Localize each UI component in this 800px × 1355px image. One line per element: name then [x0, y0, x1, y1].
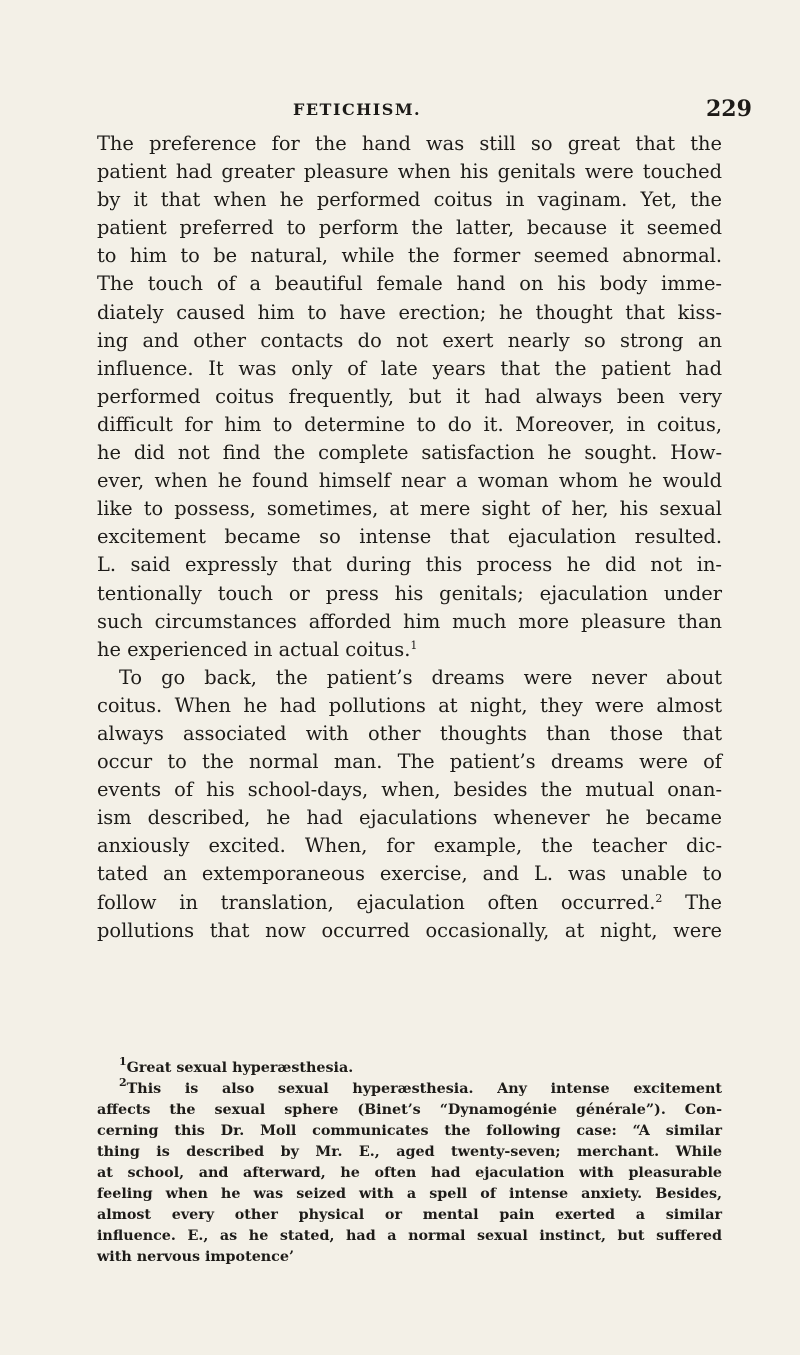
text-line: difficult for him to determine to do it. Moreover, in coitus, [97, 412, 722, 436]
text-line: ing and other contacts do not exert nearly so strong an [97, 328, 722, 352]
footnote-2-line: cerning this Dr. Moll communicates the following case: “A similar [97, 1123, 722, 1139]
footnote-2-line: affects the sexual sphere (Binet’s “Dynamogénie générale”). Con- [97, 1102, 722, 1118]
text-line [97, 889, 722, 917]
footnote-ref-1: 1 [410, 638, 418, 652]
text-line: such circumstances afforded him much more pleasure than [97, 609, 722, 633]
text-line-content: follow in translation, ejaculation often occurred. [97, 890, 656, 914]
footnote-2-line: feeling when he was seized with a spell of intense anxiety. Besides, [97, 1186, 722, 1202]
text-line: ever, when he found himself near a woman whom he would [97, 469, 722, 493]
text-line: by it that when he performed coitus in vaginam. Yet, the [97, 188, 722, 212]
text-line: diately caused him to have erection; he thought that kiss- [97, 300, 722, 324]
footnote-2-line: almost every other physical or mental pain exerted a similar [97, 1207, 722, 1223]
text-line: events of his school-days, when, besides the mutual onan- [97, 778, 722, 802]
footnote-ref-2: 2 [655, 891, 663, 905]
footnote-2-line: influence. E., as he stated, had a normal sexual instinct, but suffered [97, 1228, 722, 1244]
text-line: tentionally touch or press his genitals; ejaculation under [97, 581, 722, 605]
body-text [97, 130, 722, 945]
page-header [0, 96, 800, 126]
text-line: The touch of a beautiful female hand on his body imme- [97, 272, 722, 296]
text-line: always associated with other thoughts than those that [97, 721, 722, 745]
text-line: ism described, he had ejaculations whenever he became [97, 806, 722, 830]
text-line: coitus. When he had pollutions at night, they were almost [97, 693, 722, 717]
text-line: performed coitus frequently, but it had always been very [97, 384, 722, 408]
text-line: excitement became so intense that ejaculation resulted. [97, 525, 722, 549]
text-line: occur to the normal man. The patient’s dreams were of [97, 750, 722, 774]
footnote-text: This is also sexual hyperæsthesia. Any intense excitement [126, 1081, 722, 1097]
footnote-2-line: with nervous impotence’ [97, 1249, 294, 1265]
text-line: he did not find the complete satisfaction he sought. How- [97, 441, 722, 465]
text-line: tated an extemporaneous exercise, and L. was unable to [97, 862, 722, 886]
text-line: patient had greater pleasure when his genitals were touched [97, 160, 722, 184]
text-line: to him to be natural, while the former seemed abnormal. [97, 244, 722, 268]
text-line: The preference for the hand was still so great that the [97, 132, 722, 155]
text-line-tail: The [685, 890, 722, 914]
text-line-content: he experienced in actual coitus. [97, 637, 411, 661]
footnote-mark: 1 [119, 1055, 127, 1068]
running-head: FETICHISM. [293, 100, 422, 119]
footnote-1 [97, 1055, 722, 1079]
footnote-2-line [97, 1076, 722, 1100]
text-line: To go back, the patient’s dreams were never about [119, 665, 722, 689]
text-line [97, 636, 722, 664]
page-number: 229 [706, 96, 752, 122]
footnote-2-line: at school, and afterward, he often had ejaculation with pleasurable [97, 1165, 722, 1181]
footnote-2-line: thing is described by Mr. E., aged twenty-seven; merchant. While [97, 1144, 722, 1160]
text-line: like to possess, sometimes, at mere sight of her, his sexual [97, 497, 722, 521]
footnote-text: Great sexual hyperæsthesia. [126, 1060, 354, 1076]
text-line: anxiously excited. When, for example, the teacher dic- [97, 834, 722, 858]
text-line: patient preferred to perform the latter, because it seemed [97, 216, 722, 240]
text-line: influence. It was only of late years that the patient had [97, 356, 722, 380]
footnote-mark: 2 [119, 1076, 127, 1089]
text-line: L. said expressly that during this process he did not in- [97, 553, 722, 577]
footnotes [97, 1055, 722, 1268]
text-line: pollutions that now occurred occasionally, at night, were [97, 918, 722, 942]
